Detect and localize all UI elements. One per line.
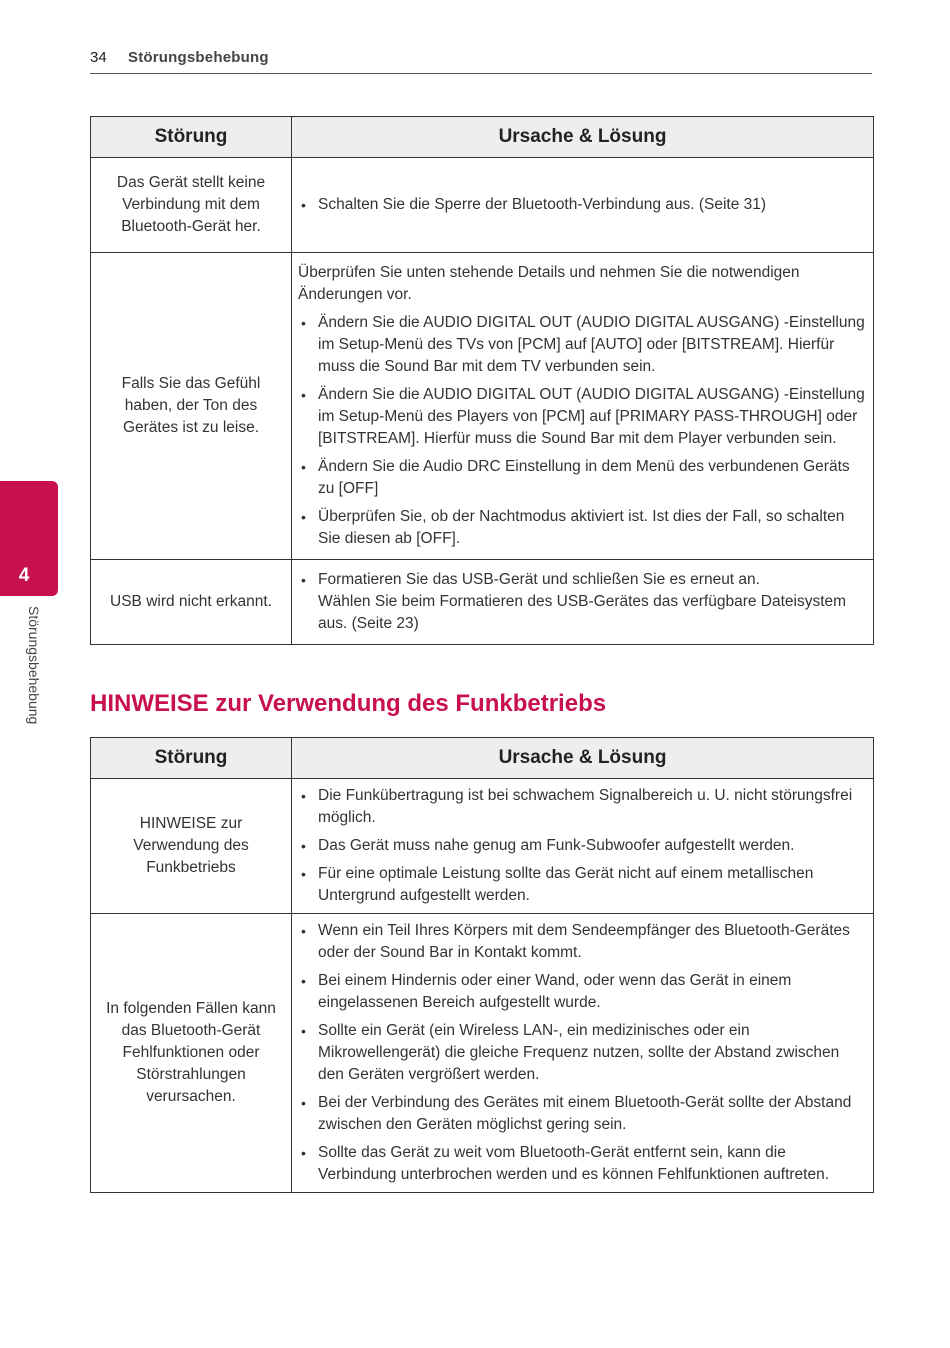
problem-cell: In folgenden Fällen kann das Bluetooth-Gerät Fehlfunktionen oder Störstrahlungen verursachen.	[91, 914, 292, 1193]
list-item: • Das Gerät muss nahe genug am Funk-Subwoofer aufgestellt werden.	[298, 835, 865, 857]
solution-cell	[292, 158, 874, 253]
header-title: Störungsbehebung	[128, 49, 269, 66]
column-header-problem: Störung	[91, 738, 292, 779]
list-item	[298, 569, 865, 635]
solution-cell	[292, 914, 874, 1193]
troubleshooting-table	[90, 116, 874, 645]
list-item: • Wenn ein Teil Ihres Körpers mit dem Sendeempfänger des Bluetooth-Gerätes oder der Sound Bar in Kontakt kommt.	[298, 920, 865, 964]
solution-cell	[292, 779, 874, 914]
table-row	[91, 914, 874, 1193]
column-header-solution: Ursache & Lösung	[292, 117, 874, 158]
list-item: • Bei einem Hindernis oder einer Wand, oder wenn das Gerät in einem eingelassenen Bereich aufgestellt wurde.	[298, 970, 865, 1014]
table-header-row	[91, 738, 874, 779]
table-row	[91, 253, 874, 560]
table-row	[91, 560, 874, 645]
column-header-problem: Störung	[91, 117, 292, 158]
problem-cell: Falls Sie das Gefühl haben, der Ton des Gerätes ist zu leise.	[91, 253, 292, 560]
problem-cell: Das Gerät stellt keine Verbindung mit dem Bluetooth-Gerät her.	[91, 158, 292, 253]
page-header	[90, 47, 872, 74]
problem-cell: USB wird nicht erkannt.	[91, 560, 292, 645]
list-item: • Sollte ein Gerät (ein Wireless LAN-, ein medizinisches oder ein Mikrowellengerät) die gleiche Frequenz nutzen, sollte der Abstand zwischen den Geräten vergrößert werden.	[298, 1020, 865, 1086]
solution-cell	[292, 560, 874, 645]
solution-cell	[292, 253, 874, 560]
list-item: • Für eine optimale Leistung sollte das Gerät nicht auf einem metallischen Untergrund aufgestellt werden.	[298, 863, 865, 907]
list-item-continuation: Wählen Sie beim Formatieren des USB-Gerätes das verfügbare Dateisystem aus. (Seite 23)	[318, 593, 847, 632]
chapter-label: Störungsbehebung	[26, 606, 42, 725]
chapter-tab	[0, 481, 58, 596]
list-item: • Ändern Sie die Audio DRC Einstellung in dem Menü des verbundenen Geräts zu [OFF]	[298, 456, 865, 500]
table-header-row	[91, 117, 874, 158]
list-item: • Die Funkübertragung ist bei schwachem Signalbereich u. U. nicht störungsfrei möglich.	[298, 785, 865, 829]
list-item: • Sollte das Gerät zu weit vom Bluetooth-Gerät entfernt sein, kann die Verbindung unterbrochen werden und es können Fehlfunktionen auftreten.	[298, 1142, 865, 1186]
table-row	[91, 158, 874, 253]
list-item-text: Formatieren Sie das USB-Gerät und schließen Sie es erneut an.	[318, 571, 760, 588]
chapter-number: 4	[18, 565, 30, 586]
table-row	[91, 779, 874, 914]
list-item: • Überprüfen Sie, ob der Nachtmodus aktiviert ist. Ist dies der Fall, so schalten Sie diesen ab [OFF].	[298, 506, 865, 550]
section-title: HINWEISE zur Verwendung des Funkbetriebs	[90, 690, 607, 717]
column-header-solution: Ursache & Lösung	[292, 738, 874, 779]
page-number: 34	[90, 49, 107, 66]
list-item: • Schalten Sie die Sperre der Bluetooth-Verbindung aus. (Seite 31)	[298, 194, 865, 216]
problem-cell: HINWEISE zur Verwendung des Funkbetriebs	[91, 779, 292, 914]
list-item: • Bei der Verbindung des Gerätes mit einem Bluetooth-Gerät sollte der Abstand zwischen den Geräten möglichst gering sein.	[298, 1092, 865, 1136]
list-item: • Ändern Sie die AUDIO DIGITAL OUT (AUDIO DIGITAL AUSGANG) -Einstellung im Setup-Menü des Players von [PCM] auf [PRIMARY PASS-THROUGH] oder [BITSTREAM]. Hierfür muss die Sound Bar mit dem Player verbunden sein.	[298, 384, 865, 450]
wireless-notes-table	[90, 737, 874, 1193]
list-item: • Ändern Sie die AUDIO DIGITAL OUT (AUDIO DIGITAL AUSGANG) -Einstellung im Setup-Menü des TVs von [PCM] auf [AUTO] oder [BITSTREAM]. Hierfür muss die Sound Bar mit dem TV verbunden sein.	[298, 312, 865, 378]
chapter-side-label	[26, 606, 46, 746]
solution-intro: Überprüfen Sie unten stehende Details und nehmen Sie die notwendigen Änderungen vor.	[298, 264, 800, 303]
